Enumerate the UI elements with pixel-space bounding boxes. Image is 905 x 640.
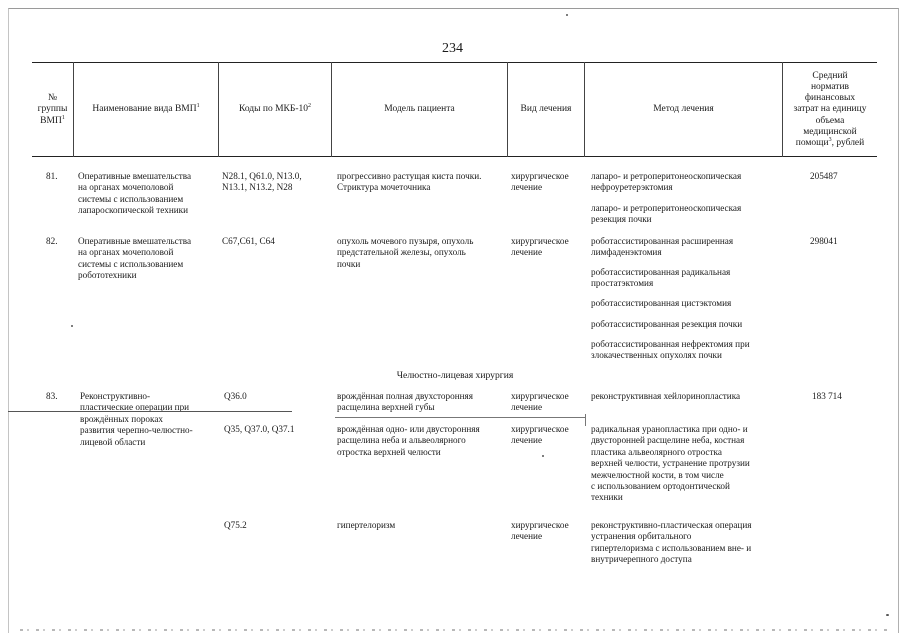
scan-speck xyxy=(71,325,73,327)
row-82-cost: 298041 xyxy=(810,236,838,246)
row-83-sub2-icd-codes: Q35, Q37.0, Q37.1 xyxy=(224,424,295,434)
header-icd-codes: Коды по МКБ-$10^2$ xyxy=(238,103,312,115)
row-82-method-1: роботассистированная расширенная лимфаденэктомия xyxy=(591,236,734,258)
row-83-sub1-icd-codes: Q36.0 xyxy=(224,391,247,401)
row-83-sub1-treatment-type: хирургическое лечение xyxy=(511,391,569,413)
row-82-icd-codes: C67,C61, C64 xyxy=(222,236,275,246)
scan-speck xyxy=(886,614,889,616)
row-83-number: 83. xyxy=(46,391,58,401)
row-83-sub2-method: радикальная уранопластика при одно- и двусторонней расщелине неба, костная пластика альвеолярного отростка верхней челюсти, устранение протрузии межчелюстной кости, в том числе с использованием ортодонтической техники xyxy=(591,424,750,503)
header-patient-model: Модель пациента xyxy=(384,104,455,115)
row-82-method-5: роботассистированная нефректомия при злокачественных опухолях почки xyxy=(591,339,750,361)
header-treatment-method: Метод лечения xyxy=(653,104,714,115)
row-81-number: 81. xyxy=(46,171,58,181)
scan-artifact-rule-short xyxy=(335,417,585,418)
table-top-rule xyxy=(32,62,877,63)
row-82-vmp-name: Оперативные вмешательства на органах мочеполовой системы с использованием робототехники xyxy=(78,236,192,281)
row-82-method-3: роботассистированная цистэктомия xyxy=(591,298,732,308)
header-group-number: № группы ВМП$^1$ xyxy=(37,93,68,126)
row-83-sub3-method: реконструктивно-пластическая операция устранения орбитального гипертелоризма с использованием вне- и внутричерепного доступа xyxy=(591,520,752,565)
header-cost-norm: Средний норматив финансовых затрат на единицу объема медицинской помощи$^3$, рублей xyxy=(793,70,867,148)
row-83-sub1-patient-model: врождённая полная двухсторонняя расщелина верхней губы xyxy=(337,391,473,413)
row-81-icd-codes: N28.1, Q61.0, N13.0, N13.1, N13.2, N28 xyxy=(222,171,302,193)
row-82-patient-model: опухоль мочевого пузыря, опухоль предстательной железы, опухоль почки xyxy=(337,236,474,269)
row-83-sub3-treatment-type: хирургическое лечение xyxy=(511,520,569,542)
row-83-vmp-name: Реконструктивно- пластические операции при врождённых пороках развития черепно-челюстно- лицевой области xyxy=(80,391,193,447)
row-83-sub3-patient-model: гипертелоризм xyxy=(337,520,396,530)
row-83-sub2-treatment-type: хирургическое лечение xyxy=(511,424,569,446)
scan-bottom-noise xyxy=(20,629,890,631)
row-82-treatment-type: хирургическое лечение xyxy=(511,236,569,258)
row-81-patient-model: прогрессивно растущая киста почки. Стриктура мочеточника xyxy=(337,171,482,193)
row-82-method-4: роботассистированная резекция почки xyxy=(591,319,743,329)
row-82-number: 82. xyxy=(46,236,58,246)
row-81-treatment-type: хирургическое лечение xyxy=(511,171,569,193)
scan-artifact-rule xyxy=(8,411,292,412)
header-bottom-rule xyxy=(32,156,877,157)
section-heading: Челюстно-лицевая хирургия xyxy=(396,370,514,381)
header-vmp-name: Наименование вида ВМП$^1$ xyxy=(92,103,200,115)
scan-speck xyxy=(566,14,568,16)
scan-artifact-vertical xyxy=(585,414,586,426)
row-82-method-2: роботассистированная радикальная простатэктомия xyxy=(591,267,731,289)
row-83-sub2-patient-model: врождённая одно- или двусторонняя расщелина неба и альвеолярного отростка верхней челюсти xyxy=(337,424,480,457)
row-81-vmp-name: Оперативные вмешательства на органах мочеполовой системы с использованием лапароскопической техники xyxy=(78,171,192,216)
row-83-sub3-icd-codes: Q75.2 xyxy=(224,520,247,530)
row-81-method-2: лапаро- и ретроперитонеоскопическая резекция почки xyxy=(591,203,742,225)
scan-speck xyxy=(542,455,544,457)
page-number: 234 xyxy=(442,41,463,56)
row-83-sub1-method: реконструктивная хейлоринопластика xyxy=(591,391,741,401)
row-81-cost: 205487 xyxy=(810,171,838,181)
header-treatment-type: Вид лечения xyxy=(520,104,572,115)
row-81-method-1: лапаро- и ретроперитонеоскопическая нефроуретерэктомия xyxy=(591,171,742,193)
row-83-cost: 183 714 xyxy=(812,391,842,401)
